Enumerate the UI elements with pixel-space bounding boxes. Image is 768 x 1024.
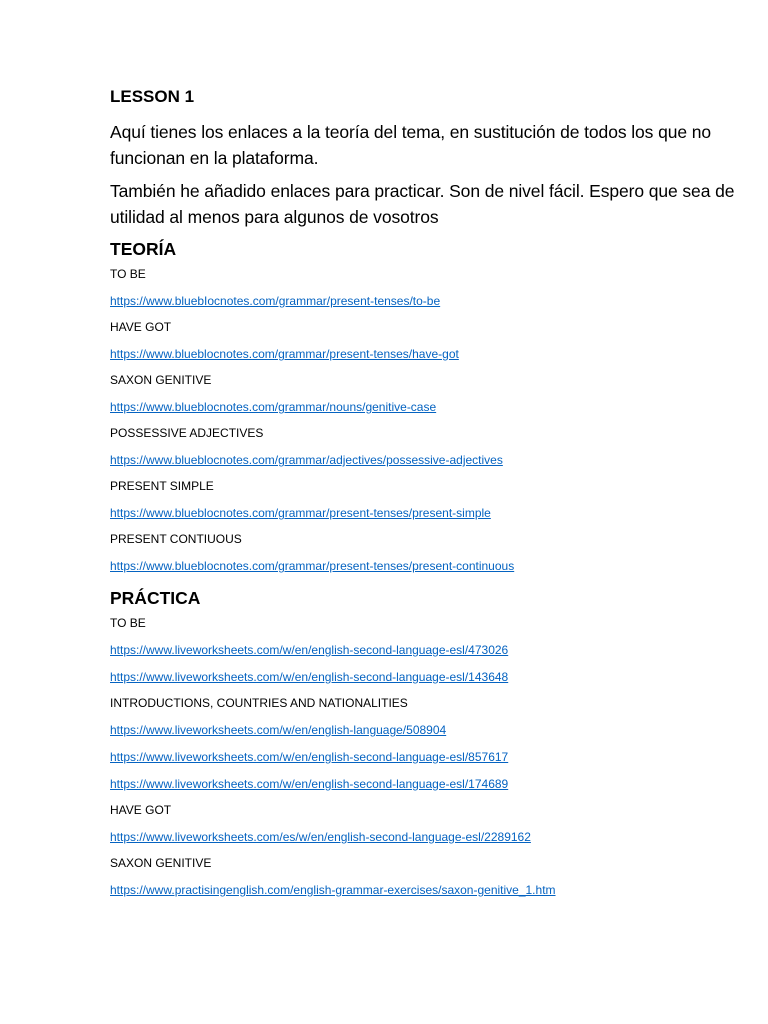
document-page <box>110 86 740 898</box>
practice-link[interactable]: https://www.practisingenglish.com/english-grammar-exercises/saxon-genitive_1.htm <box>110 883 556 897</box>
theory-link[interactable]: https://www.blueblocnotes.com/grammar/adjectives/possessive-adjectives <box>110 453 503 467</box>
theory-link[interactable]: https://www.blueblocnotes.com/grammar/present-tenses/have-got <box>110 347 459 361</box>
topic-label: TO BE <box>110 267 146 281</box>
theory-link[interactable]: https://www.blueblocnotes.com/grammar/nouns/genitive-case <box>110 400 437 414</box>
intro-paragraph: Aquí tienes los enlaces a la teoría del tema, en sustitución de todos los que no funcionan en la plataforma. <box>110 122 711 168</box>
practice-link[interactable]: https://www.liveworksheets.com/es/w/en/english-second-language-esl/2289162 <box>110 830 531 844</box>
topic-label: HAVE GOT <box>110 320 172 334</box>
practice-link[interactable]: https://www.liveworksheets.com/w/en/english-second-language-esl/174689 <box>110 777 509 791</box>
practice-link[interactable]: https://www.liveworksheets.com/w/en/english-second-language-esl/473026 <box>110 643 509 657</box>
theory-section <box>110 266 740 574</box>
lesson-title: LESSON 1 <box>110 87 195 106</box>
theory-link[interactable]: https://www.blueblocnotes.com/grammar/present-tenses/present-simple <box>110 506 491 520</box>
theory-link[interactable]: https://www.bluebIocnotes.com/grammar/present-tenses/to-be <box>110 294 441 308</box>
practice-heading: PRÁCTICA <box>110 588 201 608</box>
practice-link[interactable]: https://www.liveworksheets.com/w/en/english-second-language-esl/143648 <box>110 670 509 684</box>
theory-heading: TEORÍA <box>110 239 177 259</box>
intro-paragraph: También he añadido enlaces para practicar. Son de nivel fácil. Espero que sea de utilidad al menos para algunos de vosotros <box>110 181 735 227</box>
topic-label: SAXON GENITIVE <box>110 856 212 870</box>
topic-label: SAXON GENITIVE <box>110 373 212 387</box>
topic-label: PRESENT CONTIUOUS <box>110 532 242 546</box>
topic-label: PRESENT SIMPLE <box>110 479 214 493</box>
topic-label: HAVE GOT <box>110 803 172 817</box>
topic-label: INTRODUCTIONS, COUNTRIES AND NATIONALITIES <box>110 696 408 710</box>
practice-link[interactable]: https://www.liveworksheets.com/w/en/english-second-language-esl/857617 <box>110 750 509 764</box>
theory-link[interactable]: https://www.blueblocnotes.com/grammar/present-tenses/present-continuous <box>110 559 515 573</box>
topic-label: TO BE <box>110 616 146 630</box>
practice-section <box>110 615 740 898</box>
practice-link[interactable]: https://www.liveworksheets.com/w/en/english-language/508904 <box>110 723 447 737</box>
topic-label: POSSESSIVE ADJECTIVES <box>110 426 264 440</box>
